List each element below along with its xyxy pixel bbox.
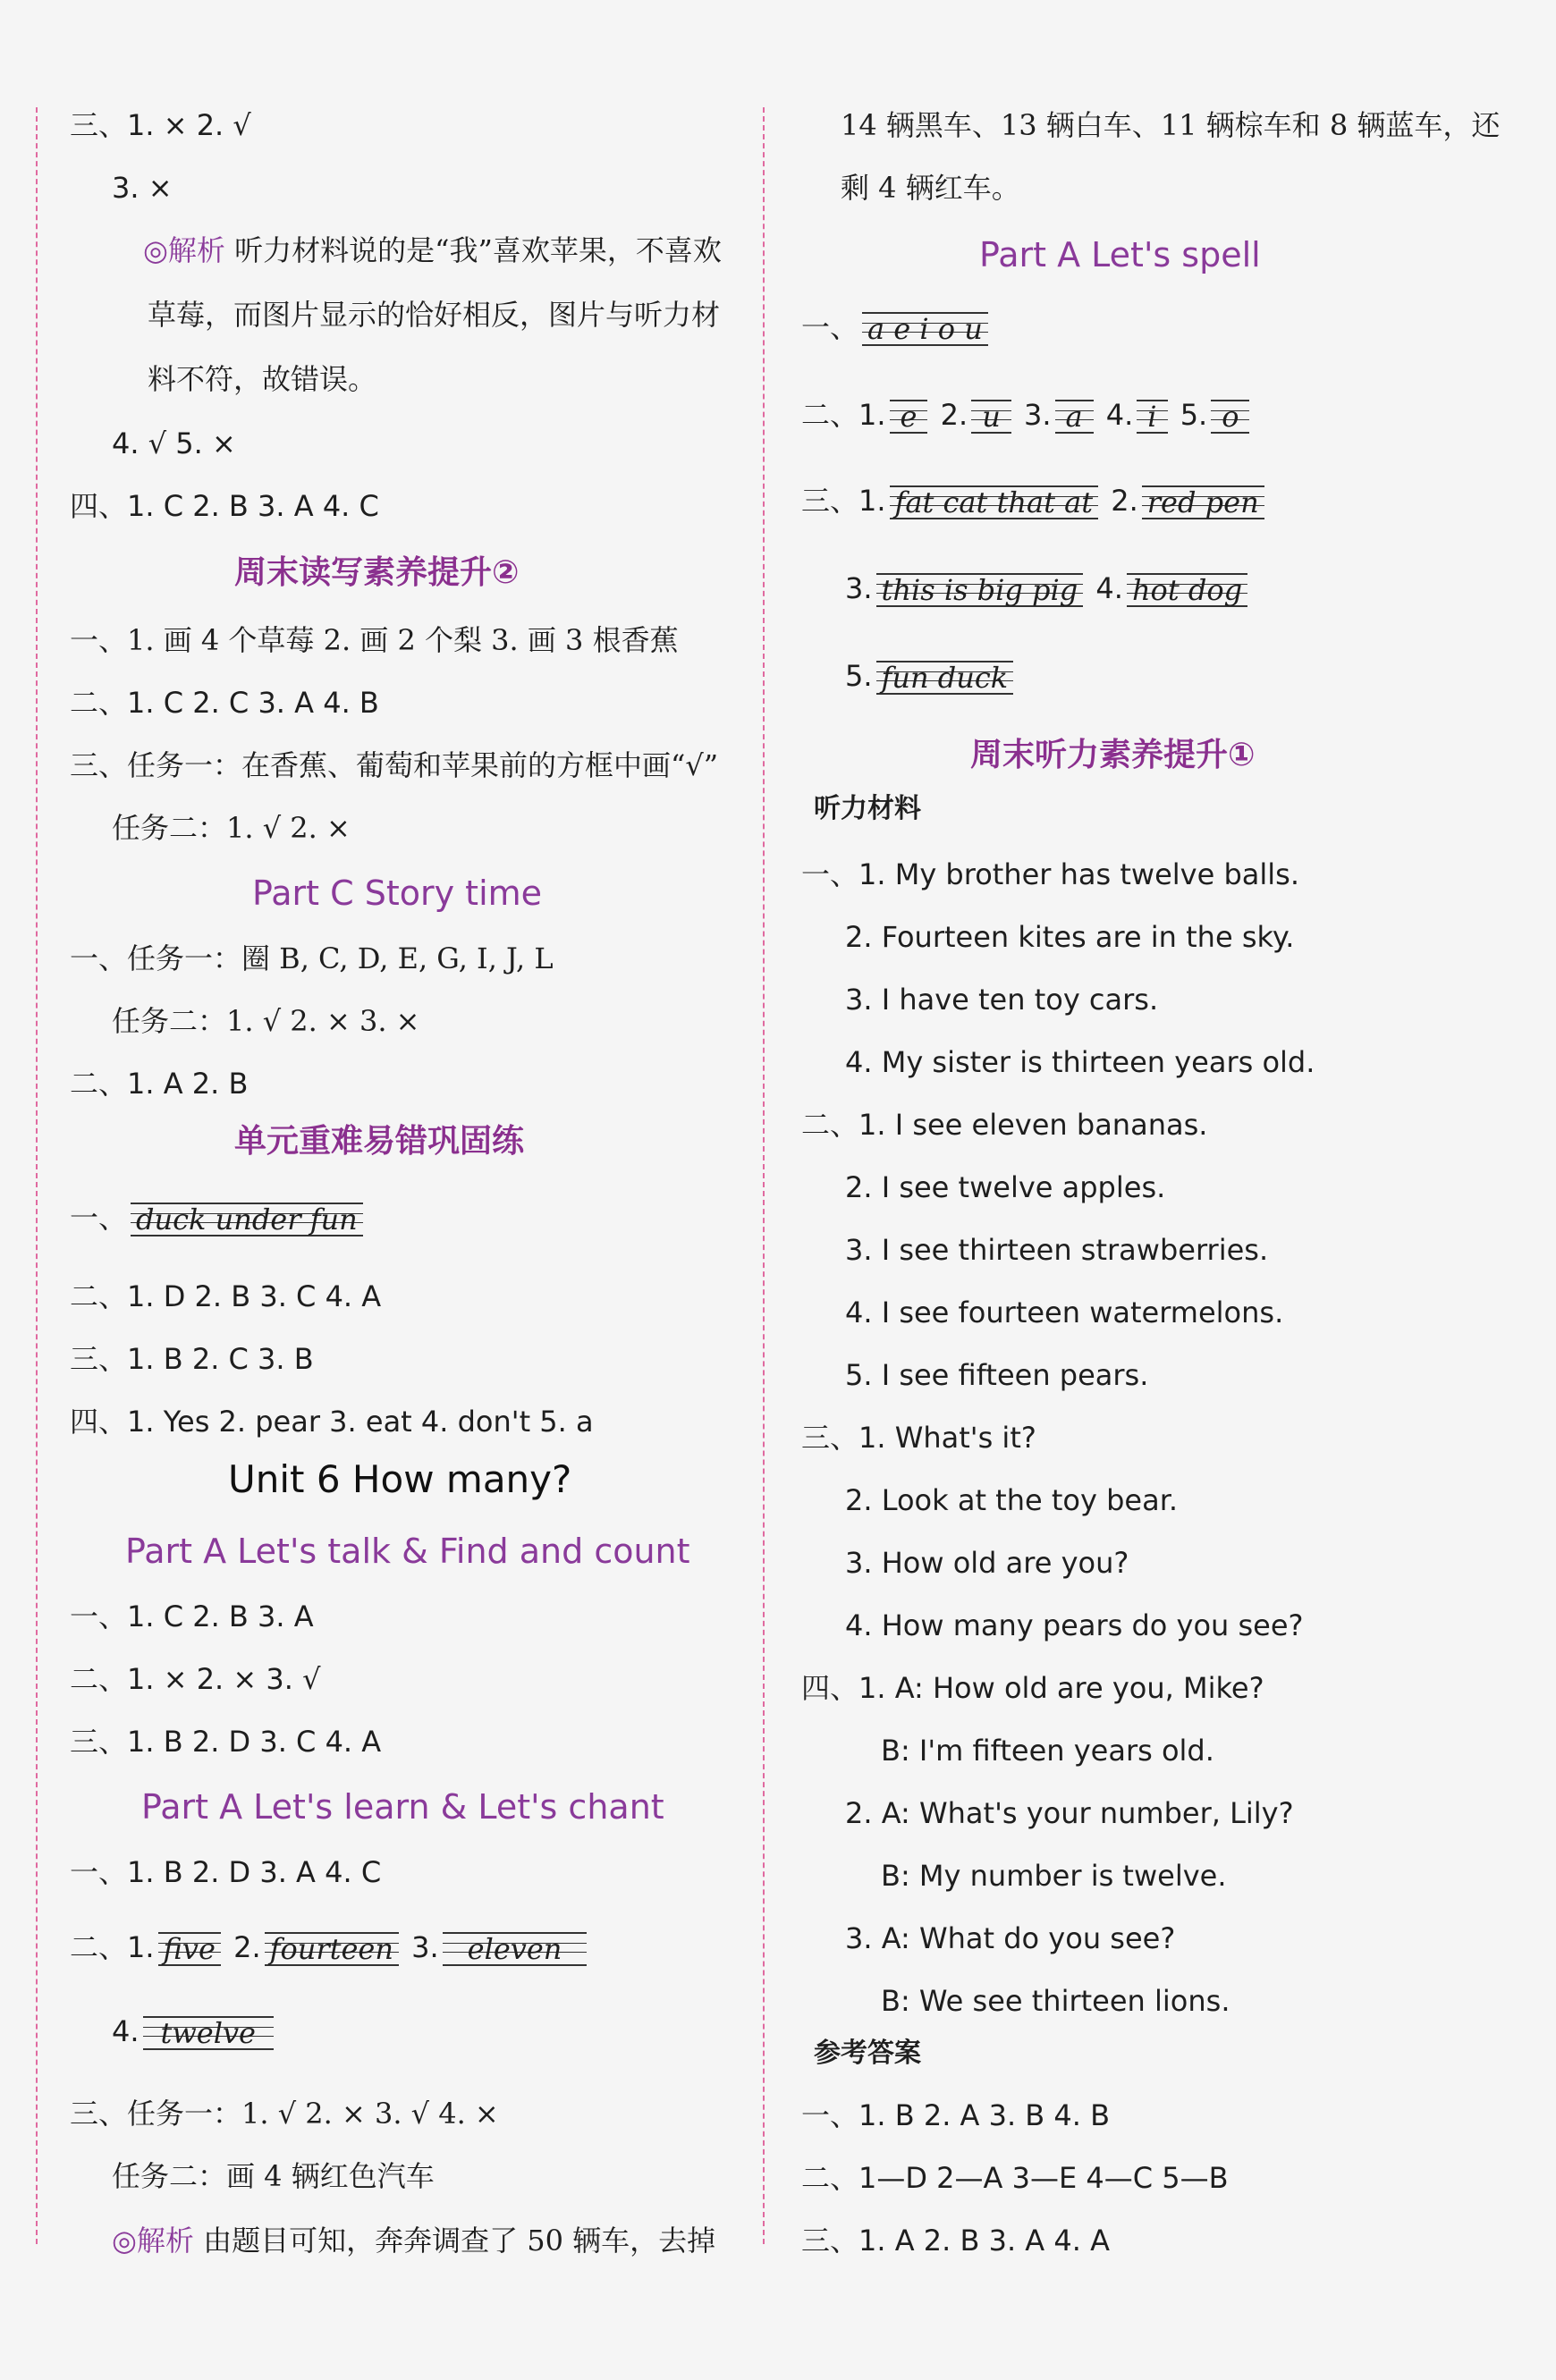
answer-line: 一、1. B 2. D 3. A 4. C [70, 1855, 382, 1889]
handwriting-answer: e [890, 400, 928, 434]
subsection-heading: 参考答案 [814, 2038, 921, 2069]
answer-number: 4. [112, 2014, 140, 2048]
answer-line: 任务二：1. √ 2. × [112, 811, 351, 845]
listening-line: 3. How old are you? [845, 1546, 1129, 1580]
listening-line: 2. A: What's your number, Lily? [845, 1796, 1294, 1830]
listening-line: 2. I see twelve apples. [845, 1170, 1166, 1204]
handwriting-answer: u [971, 400, 1011, 434]
analysis-label: 解析 [167, 233, 225, 267]
handwriting-answer: duck under fun [131, 1203, 363, 1236]
analysis-paragraph [112, 2223, 715, 2258]
answer-number: 5. [845, 659, 873, 693]
section-heading: 周末读写素养提升② [234, 554, 520, 591]
answer-line: 二、1. × 2. × 3. √ [70, 1662, 321, 1696]
answer-number: 2. [233, 1930, 261, 1964]
listening-line: 2. Look at the toy bear. [845, 1483, 1179, 1517]
listening-line: 四、1. A: How old are you, Mike? [801, 1671, 1264, 1705]
answer-number: 5. [1180, 398, 1208, 432]
handwriting-answer: fun duck [876, 661, 1014, 695]
answer-number: 2. [940, 398, 968, 432]
listening-line: B: I'm fifteen years old. [881, 1734, 1214, 1768]
answer-number: 3. [411, 1930, 439, 1964]
analysis-text: 剩 4 辆红车。 [841, 171, 1020, 205]
answer-line: 二、1. C 2. C 3. A 4. B [70, 686, 379, 720]
analysis-text: 14 辆黑车、13 辆白车、11 辆棕车和 8 辆蓝车，还 [841, 108, 1501, 142]
answer-line-handwriting [845, 570, 1251, 607]
part-heading: Part C Story time [252, 874, 543, 913]
listening-line: 5. I see fifteen pears. [845, 1358, 1149, 1392]
answer-line: 一、任务一：圈 B, C, D, E, G, I, J, L [70, 941, 554, 975]
section-heading: 周末听力素养提升① [970, 737, 1256, 773]
answer-line-handwriting [801, 483, 1268, 519]
analysis-label: 解析 [136, 2224, 194, 2258]
handwriting-answer: o [1211, 400, 1249, 434]
answer-line: 四、1. C 2. B 3. A 4. C [70, 489, 379, 523]
listening-line: 3. I see thirteen strawberries. [845, 1233, 1269, 1267]
answer-line: 一、1. 画 4 个草莓 2. 画 2 个梨 3. 画 3 根香蕉 [70, 623, 679, 657]
answer-prefix: 二、1. [801, 398, 886, 432]
listening-line: 三、1. What's it? [801, 1421, 1036, 1455]
answer-line-handwriting [801, 309, 992, 346]
answer-line: 三、任务一：1. √ 2. × 3. √ 4. × [70, 2097, 499, 2131]
answer-line: 二、1—D 2—A 3—E 4—C 5—B [801, 2161, 1229, 2195]
answer-line: 一、1. B 2. A 3. B 4. B [801, 2098, 1111, 2132]
answer-line-handwriting [70, 1929, 590, 1966]
answer-line: 3. × [112, 171, 173, 205]
listening-line: B: My number is twelve. [881, 1859, 1227, 1893]
answer-line-handwriting [801, 397, 1253, 434]
part-heading: Part A Let's learn & Let's chant [141, 1787, 664, 1827]
handwriting-answer: this is big pig [876, 573, 1084, 607]
part-heading: Part A Let's talk & Find and count [125, 1532, 690, 1571]
analysis-text: 草莓，而图片显示的恰好相反，图片与听力材 [148, 298, 721, 332]
answer-line: 二、1. A 2. B [70, 1067, 249, 1101]
answer-line: 二、1. D 2. B 3. C 4. A [70, 1279, 382, 1313]
analysis-text: 由题目可知，奔奔调查了 50 辆车，去掉 [203, 2224, 716, 2258]
handwriting-answer: fourteen [265, 1932, 399, 1966]
column-divider [763, 107, 765, 2244]
answer-prefix: 一、 [70, 1201, 128, 1235]
analysis-icon: ◎ [112, 2224, 137, 2258]
handwriting-answer: eleven [443, 1932, 588, 1966]
answer-line: 三、1. × 2. √ [70, 108, 251, 142]
answer-line: 三、任务一：在香蕉、葡萄和苹果前的方框中画“√” [70, 748, 719, 782]
answer-number: 2. [1111, 484, 1138, 518]
listening-line: 4. My sister is thirteen years old. [845, 1045, 1315, 1079]
handwriting-answer: i [1137, 400, 1167, 434]
answer-line-handwriting [70, 1200, 367, 1236]
answer-line-handwriting [845, 658, 1017, 695]
answer-line: 三、1. A 2. B 3. A 4. A [801, 2224, 1110, 2258]
answer-line-handwriting [112, 2013, 277, 2050]
listening-line: 二、1. I see eleven bananas. [801, 1108, 1208, 1142]
answer-number: 4. [1105, 398, 1134, 432]
handwriting-answer: hot dog [1127, 573, 1247, 607]
answer-line: 三、1. B 2. D 3. C 4. A [70, 1725, 382, 1759]
answer-line: 4. √ 5. × [112, 426, 236, 460]
listening-line: 一、1. My brother has twelve balls. [801, 857, 1299, 891]
answer-prefix: 三、1. [801, 484, 886, 518]
handwriting-answer: a e i o u [862, 312, 988, 346]
unit-title: Unit 6 How many? [228, 1457, 572, 1501]
section-heading: 单元重难易错巩固练 [234, 1123, 525, 1160]
handwriting-answer: twelve [143, 2016, 274, 2050]
subsection-heading: 听力材料 [814, 793, 921, 824]
analysis-paragraph [143, 232, 722, 268]
answer-line: 四、1. Yes 2. pear 3. eat 4. don't 5. a [70, 1405, 594, 1439]
analysis-text: 料不符，故错误。 [148, 362, 377, 396]
handwriting-answer: fat cat that at [890, 485, 1099, 519]
answer-number: 3. [1023, 398, 1052, 432]
analysis-text: 听力材料说的是“我”喜欢苹果，不喜欢 [234, 233, 722, 267]
answer-prefix: 二、1. [70, 1930, 155, 1964]
part-heading: Part A Let's spell [979, 235, 1261, 274]
answer-line: 任务二：1. √ 2. × 3. × [112, 1004, 420, 1038]
answer-number: 3. [845, 571, 873, 605]
answer-line: 任务二：画 4 辆红色汽车 [112, 2159, 435, 2193]
handwriting-answer: a [1055, 400, 1094, 434]
listening-line: B: We see thirteen lions. [881, 1984, 1230, 2018]
handwriting-answer: red pen [1142, 485, 1264, 519]
handwriting-answer: five [158, 1932, 221, 1966]
answer-line: 三、1. B 2. C 3. B [70, 1342, 314, 1376]
listening-line: 4. I see fourteen watermelons. [845, 1295, 1284, 1329]
left-margin-rule [36, 107, 38, 2244]
listening-line: 2. Fourteen kites are in the sky. [845, 920, 1295, 954]
analysis-icon: ◎ [143, 233, 168, 267]
listening-line: 3. A: What do you see? [845, 1921, 1176, 1955]
answer-number: 4. [1095, 571, 1123, 605]
answer-prefix: 一、 [801, 310, 859, 344]
listening-line: 3. I have ten toy cars. [845, 983, 1159, 1017]
answer-line: 一、1. C 2. B 3. A [70, 1599, 314, 1633]
listening-line: 4. How many pears do you see? [845, 1608, 1304, 1642]
